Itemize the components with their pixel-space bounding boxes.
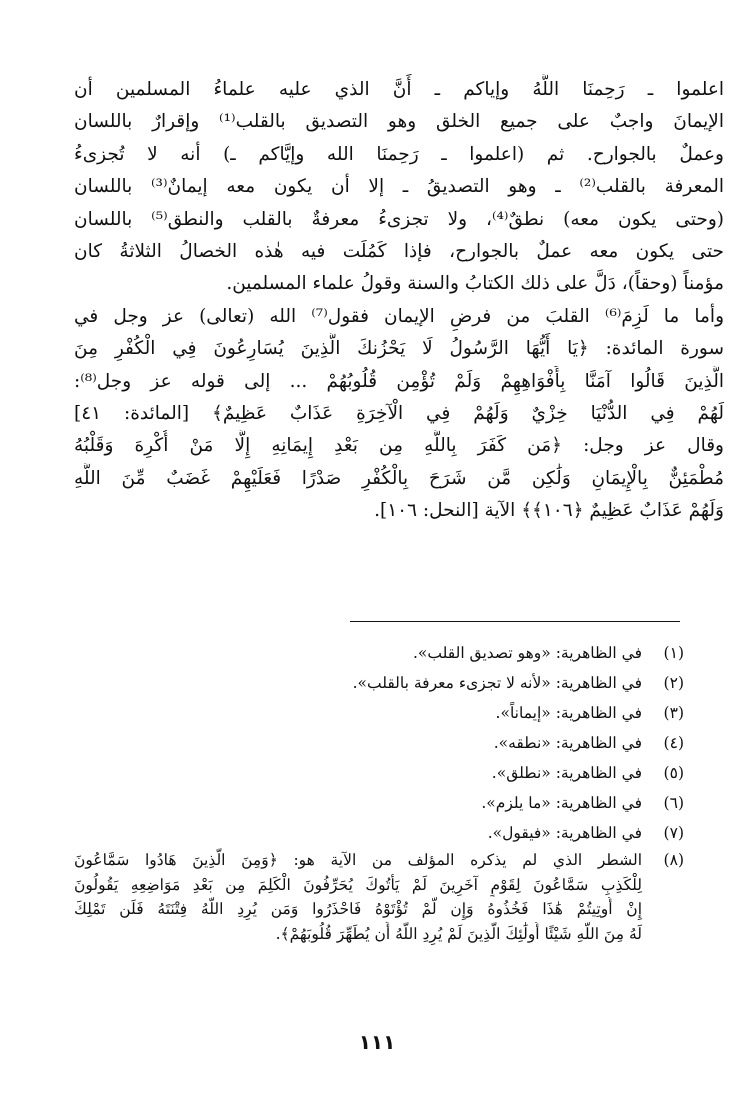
footnote-text: في الظاهرية: «إيماناً».	[495, 704, 642, 722]
text-line: (وحتى يكون معه) نطقٌ⁽⁴⁾، ولا تجزىءُ معرفةٌ بالقلب والنطق⁽⁵⁾ باللسان	[74, 208, 724, 230]
text-line: المعرفة بالقلب⁽²⁾ ـ وهو التصديقُ ـ إلا أن يكون معه إيمانٌ⁽³⁾ باللسان	[74, 176, 724, 198]
footnote-long	[74, 848, 684, 946]
text-line: وأما ما لَزِمَ⁽⁶⁾ القلبَ من فرضِ الإيمان فقول⁽⁷⁾ الله (تعالى) عز وجل في	[74, 305, 724, 327]
footnote	[74, 728, 684, 758]
footnote-text: في الظاهرية: «نطلق».	[491, 764, 642, 782]
quran-verse-line: وقال عز وجل: ﴿مَن كَفَرَ بِاللَّهِ مِن بَعْدِ إِيمَانِهِ إِلَّا مَنْ أُكْرِهَ وَقَلْبُهُ	[74, 435, 724, 457]
footnote	[74, 758, 684, 788]
footnote-text: في الظاهرية: «ما يلزم».	[481, 794, 642, 812]
quran-verse-line: مُطْمَئِنٌّ بِالْإِيمَانِ وَلَٰكِن مَّن شَرَحَ بِالْكُفْرِ صَدْرًا فَعَلَيْهِمْ غَضَبٌ مِّنَ اللَّهِ	[74, 467, 724, 489]
quran-verse-line: وَلَهُمْ عَذَابٌ عَظِيمٌ ﴿١٠٦﴾﴾ الآية [النحل: ١٠٦].	[374, 500, 724, 522]
footnote-number: (٣)	[663, 704, 684, 722]
text-line: الإيمانَ واجبٌ على جميع الخلق وهو التصديق بالقلب⁽¹⁾ وإقرارٌ باللسان	[74, 111, 724, 133]
text-line: وعملٌ بالجوارح. ثم (اعلموا ـ رَحِمنَا الله وإيَّاكم ـ) أنه لا تُجزىءُ	[74, 143, 724, 165]
footnote-text: في الظاهرية: «فيقول».	[487, 824, 642, 842]
footnote-line: لِلْكَذِبِ سَمَّاعُونَ لِقَوْمٍ آخَرِينَ لَمْ يَأْتُوكَ يُحَرِّفُونَ الْكَلِمَ مِن بَعْدِ مَوَاضِعِهِ يَقُولُونَ	[74, 875, 642, 894]
footnote-text: الشطر الذي لم يذكره المؤلف من الآية هو: ﴿وَمِنَ الَّذِينَ هَادُوا سَمَّاعُونَ	[74, 851, 642, 869]
quran-verse-line: سورة المائدة: ﴿يَا أَيُّهَا الرَّسُولُ لَا يَحْزُنكَ الَّذِينَ يُسَارِعُونَ فِي الْكُفْرِ مِنَ	[74, 338, 724, 360]
footnote-number: (٨)	[663, 851, 684, 869]
footnotes	[74, 638, 684, 946]
page-number: ١١١	[358, 1030, 396, 1054]
quran-verse-line: لَهُمْ فِي الدُّنْيَا خِزْيٌ وَلَهُمْ فِي الْآخِرَةِ عَذَابٌ عَظِيمٌ﴾ [المائدة: ٤١]	[74, 402, 724, 424]
footnote	[74, 638, 684, 668]
main-text	[74, 74, 724, 527]
quran-verse-line: الَّذِينَ قَالُوا آمَنَّا بِأَفْوَاهِهِمْ وَلَمْ تُؤْمِن قُلُوبُهُمْ ... إلى قوله عز وجل⁽⁸⁾:	[74, 370, 724, 392]
footnote-line	[74, 848, 684, 873]
text-line: اعلموا ـ رَحِمنَا اللَّهُ وإياكم ـ أَنَّ الذي عليه علماءُ المسلمين أن	[74, 79, 724, 100]
footnote-text: في الظاهرية: «وهو تصديق القلب».	[413, 644, 642, 662]
footnote-number: (٧)	[663, 824, 684, 842]
footnote-line: إِنْ أُوتِيتُمْ هَٰذَا فَخُذُوهُ وَإِن لَّمْ تُؤْتَوْهُ فَاحْذَرُوا وَمَن يُرِدِ اللَّهُ فِتْنَتَهُ فَلَن تَمْلِكَ	[74, 900, 642, 918]
text-line: مؤمناً (وحقاً)، دَلَّ على ذلك الكتابُ والسنة وقولُ علماء المسلمين.	[226, 273, 724, 295]
footnote-text: في الظاهرية: «نطقه».	[493, 734, 642, 752]
footnote	[74, 668, 684, 698]
footnote-line: لَهُ مِنَ اللَّهِ شَيْئًا أُولَٰئِكَ الَّذِينَ لَمْ يُرِدِ اللَّهُ أَن يُطَهِّرَ قُلُوبَهُمْ﴾.	[275, 924, 642, 943]
footnote-divider	[350, 621, 680, 622]
footnote-number: (٤)	[663, 734, 684, 752]
footnote-number: (٥)	[663, 764, 684, 782]
footnote	[74, 698, 684, 728]
footnote-number: (١)	[663, 644, 684, 662]
text-line: حتى يكون معه عملٌ بالجوارح، فإذا كَمُلَت فيه هٰذه الخصالُ الثلاثةُ كان	[74, 240, 724, 262]
footnote-text: في الظاهرية: «لأنه لا تجزىء معرفة بالقلب».	[352, 674, 642, 692]
footnote-number: (٦)	[663, 794, 684, 812]
footnote	[74, 788, 684, 818]
footnote-number: (٢)	[663, 674, 684, 692]
footnote	[74, 818, 684, 848]
